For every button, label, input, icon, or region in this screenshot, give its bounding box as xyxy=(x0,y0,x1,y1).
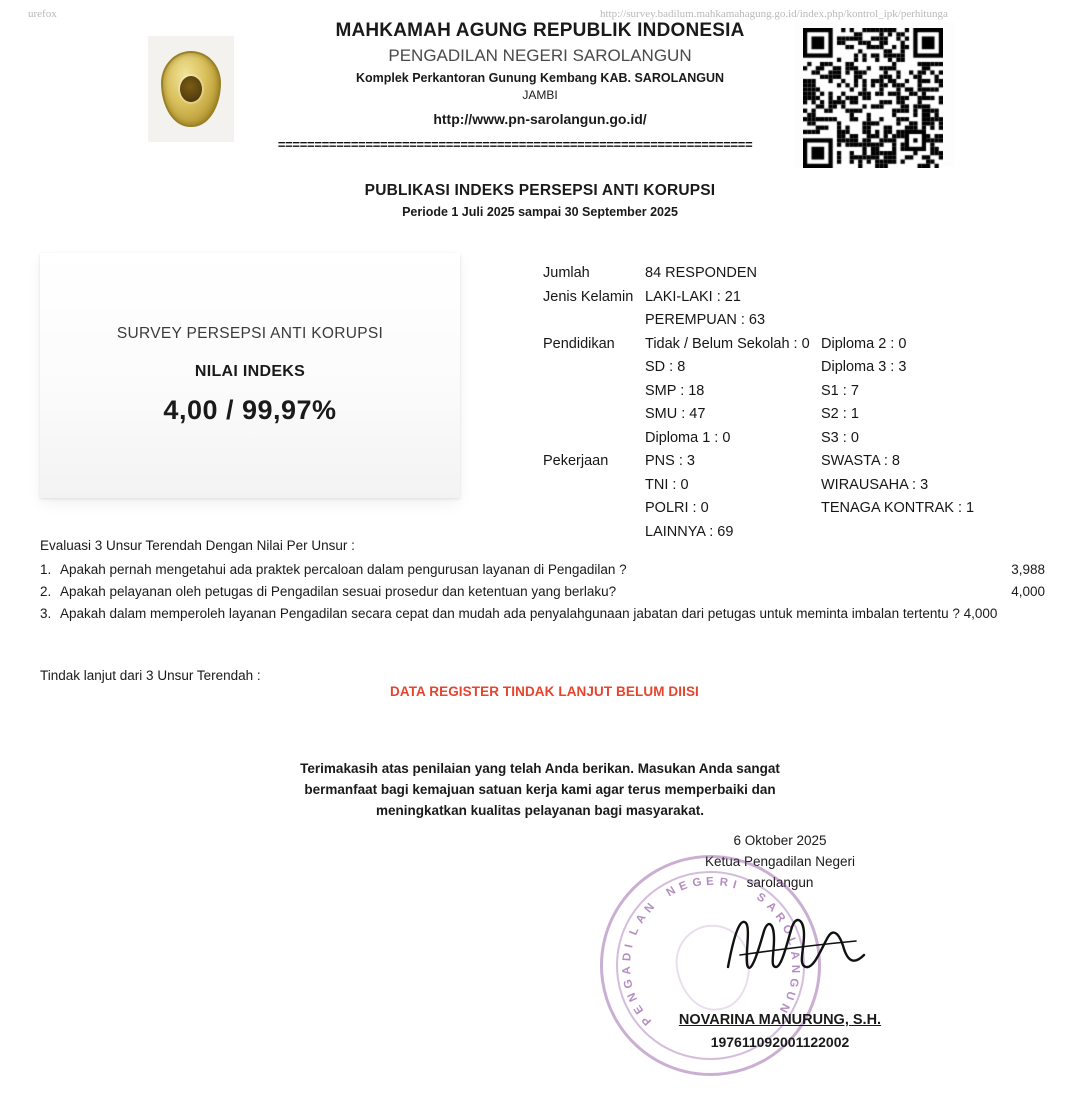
demographics-value-primary: LAINNYA : 69 xyxy=(645,523,734,540)
qr-code-icon xyxy=(803,28,943,161)
demographics-category: Pekerjaan xyxy=(543,453,609,469)
survey-label: SURVEY PERSEPSI ANTI KORUPSI xyxy=(116,325,384,342)
demographics-value-secondary: SWASTA : 8 xyxy=(821,453,900,469)
demographics-value-secondary: S1 : 7 xyxy=(821,382,859,399)
court-province: JAMBI xyxy=(522,88,558,102)
demographics-value-secondary: TENAGA KONTRAK : 1 xyxy=(821,500,975,516)
signatory-name: NOVARINA MANURUNG, S.H. xyxy=(678,1012,882,1028)
evaluation-item xyxy=(40,560,1045,579)
demographics-row xyxy=(543,356,1063,380)
demographics-value-primary: PEREMPUAN : 63 xyxy=(645,312,766,328)
demographics-value-secondary: Diploma 3 : 3 xyxy=(821,359,907,375)
index-card xyxy=(40,253,460,498)
demographics-row xyxy=(543,403,1063,427)
followup-note: DATA REGISTER TINDAK LANJUT BELUM DIISI xyxy=(390,684,699,699)
evaluation-item-score: 3,988 xyxy=(1011,562,1045,577)
qr-code xyxy=(795,22,955,167)
browser-artifact-left: urefox xyxy=(28,8,57,20)
evaluation-item-number: 3. xyxy=(40,606,52,621)
demographics-value-primary: 84 RESPONDEN xyxy=(645,265,758,281)
handwritten-signature xyxy=(718,905,878,985)
index-label: NILAI INDEKS xyxy=(194,363,306,380)
demographics-row xyxy=(543,262,1063,286)
signatory-nip: 197611092001122002 xyxy=(710,1034,850,1050)
demographics-row xyxy=(543,497,1063,521)
publication-title: PUBLIKASI INDEKS PERSEPSI ANTI KORUPSI xyxy=(364,182,716,199)
demographics-value-primary: LAKI-LAKI : 21 xyxy=(645,288,741,305)
evaluation-item-text: Apakah pernah mengetahui ada praktek percaloan dalam pengurusan layanan di Pengadilan ? xyxy=(60,562,627,577)
demographics-value-secondary: S3 : 0 xyxy=(821,429,859,446)
demographics-table xyxy=(543,262,1063,544)
thanks-line-3: meningkatkan kualitas pelayanan bagi masyarakat. xyxy=(376,803,704,818)
court-website: http://www.pn-sarolangun.go.id/ xyxy=(433,111,647,127)
publication-period: Periode 1 Juli 2025 sampai 30 September 2025 xyxy=(402,205,678,219)
demographics-value-primary: Diploma 1 : 0 xyxy=(645,429,731,446)
evaluation-item-number: 2. xyxy=(40,584,52,599)
evaluation-list xyxy=(40,560,1045,623)
demographics-value-primary: SMU : 47 xyxy=(645,406,706,422)
demographics-value-primary: SMP : 18 xyxy=(645,382,705,399)
demographics-category: Jumlah xyxy=(543,265,590,281)
demographics-category: Jenis Kelamin xyxy=(543,288,634,305)
institution-name: MAHKAMAH AGUNG REPUBLIK INDONESIA xyxy=(335,20,745,41)
demographics-value-secondary: Diploma 2 : 0 xyxy=(821,335,907,352)
evaluation-item-score: 4,000 xyxy=(1011,584,1045,599)
thanks-line-2: bermanfaat bagi kemajuan satuan kerja kami agar terus memperbaiki dan xyxy=(304,782,776,797)
demographics-value-primary: Tidak / Belum Sekolah : 0 xyxy=(645,335,810,352)
evaluation-item-text: Apakah dalam memperoleh layanan Pengadilan secara cepat dan mudah ada penyalahgunaan jabatan dari petugas untuk meminta imbalan tertentu ? xyxy=(60,606,960,621)
demographics-row xyxy=(543,333,1063,357)
evaluation-item-score: 4,000 xyxy=(963,606,998,621)
evaluation-item xyxy=(40,604,1045,623)
signature-role-2: sarolangun xyxy=(746,875,814,890)
signature-role-1: Ketua Pengadilan Negeri xyxy=(704,854,856,869)
court-address: Komplek Perkantoran Gunung Kembang KAB. SAROLANGUN xyxy=(355,71,725,85)
index-value: 4,00 / 99,97% xyxy=(163,395,337,425)
demographics-row xyxy=(543,427,1063,451)
demographics-row xyxy=(543,286,1063,310)
demographics-value-secondary: S2 : 1 xyxy=(821,406,859,422)
demographics-value-primary: SD : 8 xyxy=(645,359,686,375)
demographics-category: Pendidikan xyxy=(543,335,615,352)
demographics-value-primary: POLRI : 0 xyxy=(645,500,709,516)
thanks-line-1: Terimakasih atas penilaian yang telah Anda berikan. Masukan Anda sangat xyxy=(300,761,780,776)
evaluation-title: Evaluasi 3 Unsur Terendah Dengan Nilai Per Unsur : xyxy=(40,538,355,553)
evaluation-section xyxy=(40,538,1045,626)
evaluation-item-text: Apakah pelayanan oleh petugas di Pengadilan sesuai prosedur dan ketentuan yang berlaku? xyxy=(60,584,617,599)
stamp-text: P E N G A D I L A N N E G E R I S A R O L A N G U N xyxy=(620,875,801,1027)
browser-artifact-url: http://survey.badilum.mahkamahagung.go.id/index.php/kontrol_ipk/perhitunga xyxy=(600,8,948,20)
signature-date: 6 Oktober 2025 xyxy=(733,833,827,848)
demographics-row xyxy=(543,474,1063,498)
court-name: PENGADILAN NEGERI SAROLANGUN xyxy=(388,46,692,65)
thanks-message xyxy=(0,758,1080,821)
followup-label: Tindak lanjut dari 3 Unsur Terendah : xyxy=(40,668,261,683)
demographics-row xyxy=(543,309,1063,333)
demographics-row xyxy=(543,380,1063,404)
demographics-value-secondary: WIRAUSAHA : 3 xyxy=(821,476,929,493)
demographics-value-primary: TNI : 0 xyxy=(645,476,689,493)
evaluation-item-number: 1. xyxy=(40,562,52,577)
header-divider: ================================================================= xyxy=(277,138,753,153)
demographics-value-primary: PNS : 3 xyxy=(645,453,695,469)
demographics-row xyxy=(543,450,1063,474)
evaluation-item xyxy=(40,582,1045,601)
